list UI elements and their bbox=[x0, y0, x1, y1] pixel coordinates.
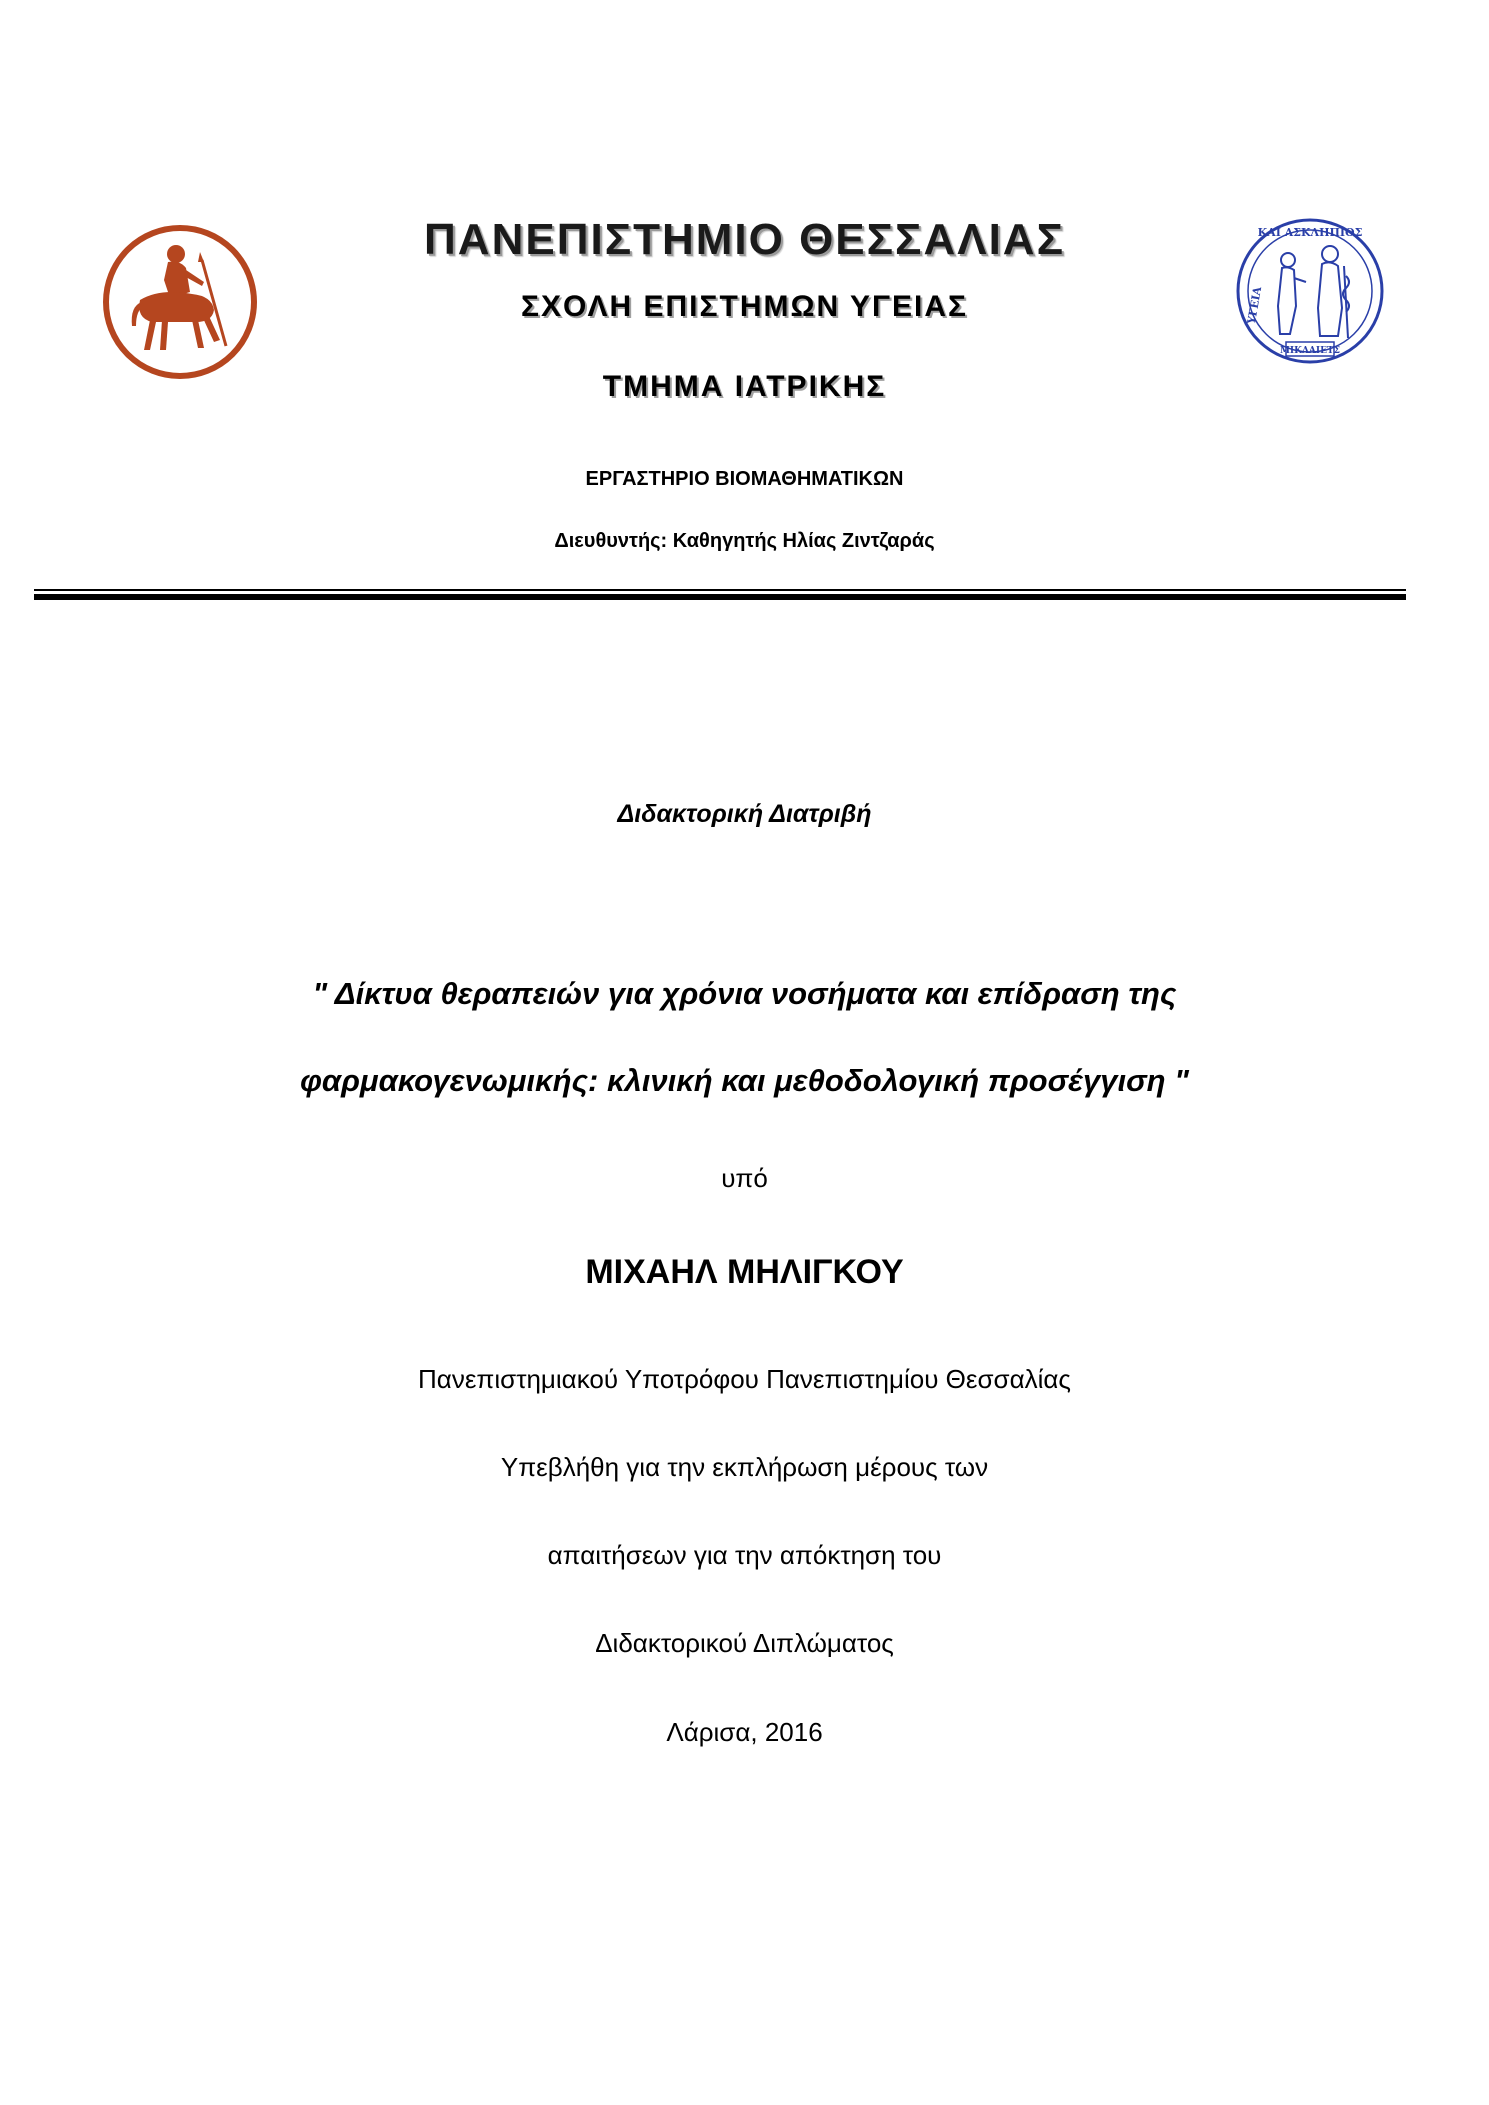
submission-statement-line-2: απαιτήσεων για την απόκτηση του bbox=[547, 1540, 942, 1570]
header-divider-thin bbox=[34, 589, 1406, 591]
laboratory-name: ΕΡΓΑΣΤΗΡΙΟ ΒΙΟΜΑΘΗΜΑΤΙΚΩΝ bbox=[585, 468, 904, 490]
director-line: Διευθυντής: Καθηγητής Ηλίας Ζιντζαράς bbox=[554, 530, 935, 552]
department-name: ΤΜΗΜΑ ΙΑΤΡΙΚΗΣ bbox=[602, 370, 887, 403]
svg-text:ΥΓΕΙΑ: ΥΓΕΙΑ bbox=[1244, 285, 1265, 326]
author-name: ΜΙΧΑΗΛ ΜΗΛΙΓΚΟΥ bbox=[585, 1253, 904, 1291]
by-label: υπό bbox=[721, 1163, 768, 1193]
svg-text:ΚΑΙ ΑΣΚΛΗΠΙΟΣ: ΚΑΙ ΑΣΚΛΗΠΙΟΣ bbox=[1257, 226, 1363, 239]
header-divider-thick bbox=[34, 594, 1406, 600]
degree-name: Διδακτορικού Διπλώματος bbox=[595, 1628, 894, 1658]
document-type: Διδακτορική Διατριβή bbox=[617, 800, 872, 828]
submission-statement-line-1: Υπεβλήθη για την εκπλήρωση μέρους των bbox=[500, 1452, 989, 1482]
university-name: ΠΑΝΕΠΙΣΤΗΜΙΟ ΘΕΣΣΑΛΙΑΣ bbox=[424, 215, 1065, 264]
thesis-title-line-2: φαρμακογενωμικής: κλινική και μεθοδολογική προσέγγιση " bbox=[300, 1063, 1189, 1098]
svg-text:ΜΙΚΛΑΙΕΤΣ: ΜΙΚΛΑΙΕΤΣ bbox=[1279, 346, 1341, 356]
school-name: ΣΧΟΛΗ ΕΠΙΣΤΗΜΩΝ ΥΓΕΙΑΣ bbox=[520, 290, 969, 323]
author-affiliation: Πανεπιστημιακού Υποτρόφου Πανεπιστημίου Θεσσαλίας bbox=[418, 1364, 1071, 1394]
place-and-year: Λάρισα, 2016 bbox=[666, 1717, 823, 1747]
thesis-title-line-1: " Δίκτυα θεραπειών για χρόνια νοσήματα και επίδραση της bbox=[312, 976, 1177, 1011]
